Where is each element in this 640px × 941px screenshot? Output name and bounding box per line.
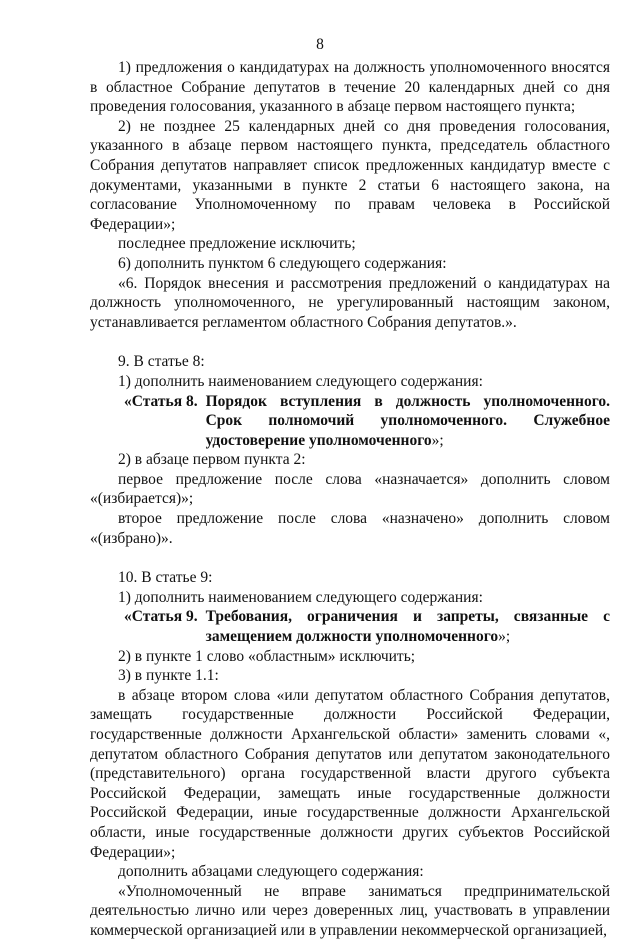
- paragraph: 3) в пункте 1.1:: [118, 667, 219, 685]
- article-title-tail: »;: [498, 628, 511, 646]
- paragraph: 2) не позднее 25 календарных дней со дня проведения голосования, указанного в абзаце первом настоящего пункта, председатель областного Собрания депутатов направляет список предложенных кандидатур вместе с документами, указанными в пункте 2 статьи 6 настоящего закона, на согласование Уполномоченному по правам человека в Российской Федерации»;: [90, 117, 610, 233]
- paragraph: второе предложение после слова «назначено» дополнить словом «(избрано)».: [90, 510, 610, 547]
- section-gap: [90, 332, 610, 352]
- section-title: 9. В статье 8:: [118, 353, 205, 371]
- paragraph: в абзаце втором слова «или депутатом областного Собрания депутатов, замещать государственные должности Российской Федерации, государственные должности Архангельской области» заменить словами «, депутатом областного Собрания депутатов или депутатом законодательного (представительного) органа государственной власти другого субъекта Российской Федерации, замещать иные государственные должности Российской Федерации, иные государственные должности Архангельской области, иные государственные должности других субъектов Российской Федерации»;: [90, 686, 610, 861]
- document-body: [90, 58, 610, 941]
- paragraph: 1) дополнить наименованием следующего содержания:: [118, 588, 483, 606]
- article-heading: [124, 392, 610, 451]
- article-title-wrap: [206, 392, 610, 451]
- article-title: Требования, ограничения и запреты, связанные с замещением должности уполномоченного: [205, 608, 610, 646]
- paragraph: 2) в пункте 1 слово «областным» исключить;: [118, 647, 416, 665]
- section-title: 10. В статье 9:: [118, 569, 213, 587]
- article-title-tail: »;: [431, 431, 444, 449]
- article-title: Порядок вступления в должность уполномоченного. Срок полномочий уполномоченного. Служебное удостоверение уполномоченного: [205, 392, 610, 449]
- article-label: «Статья 8.: [124, 392, 198, 410]
- paragraph: 1) предложения о кандидатурах на должность уполномоченного вносятся в областное Собрание депутатов в течение 20 календарных дней со дня проведения голосования, указанного в абзаце первом настоящего пункта;: [90, 59, 610, 116]
- article-title-wrap: [206, 607, 610, 646]
- article-heading: [124, 607, 610, 646]
- paragraph: 2) в абзаце первом пункта 2:: [118, 451, 306, 469]
- paragraph: 1) дополнить наименованием следующего содержания:: [118, 372, 483, 390]
- paragraph: дополнить абзацами следующего содержания:: [118, 863, 424, 881]
- paragraph: 6) дополнить пунктом 6 следующего содержания:: [118, 254, 447, 272]
- article-label: «Статья 9.: [124, 608, 198, 626]
- page-number: 8: [316, 36, 324, 53]
- paragraph: «Уполномоченный не вправе заниматься предпринимательской деятельностью лично или через доверенных лиц, участвовать в управлении коммерческой организацией или в управлении некоммерческой организацией,: [90, 882, 610, 939]
- paragraph: первое предложение после слова «назначается» дополнить словом «(избирается)»;: [90, 470, 610, 508]
- paragraph: «6. Порядок внесения и рассмотрения предложений о кандидатурах на должность уполномоченного, не урегулированный настоящим законом, устанавливается регламентом областного Собрания депутатов.».: [90, 274, 610, 331]
- section-gap: [90, 548, 610, 568]
- paragraph: последнее предложение исключить;: [118, 235, 356, 253]
